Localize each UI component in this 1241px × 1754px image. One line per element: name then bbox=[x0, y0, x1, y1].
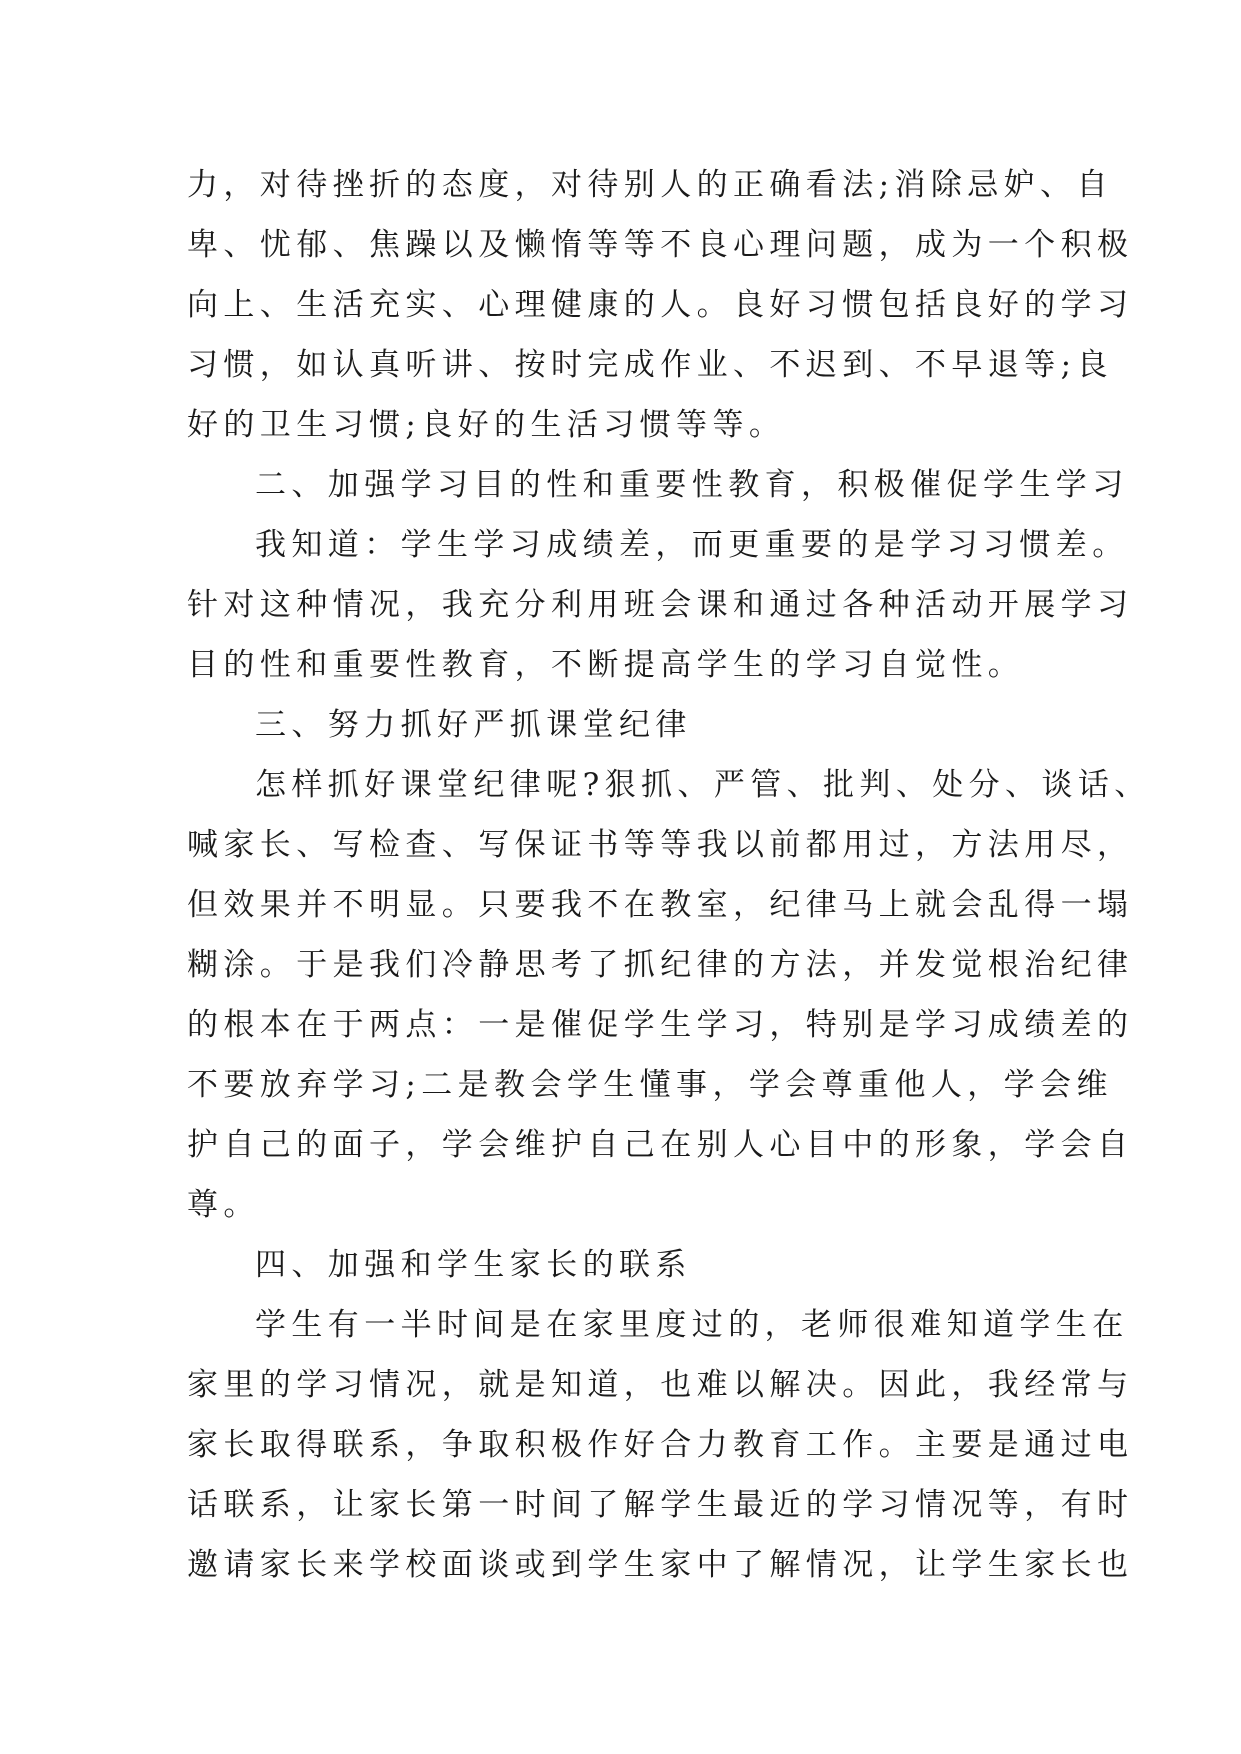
text-line: 向上、生活充实、心理健康的人。良好习惯包括良好的学习 bbox=[187, 287, 1134, 323]
text-line: 喊家长、写检查、写保证书等等我以前都用过，方法用尽， bbox=[187, 827, 1134, 863]
text-line: 但效果并不明显。只要我不在教室，纪律马上就会乱得一塌 bbox=[187, 887, 1134, 923]
text-line: 话联系，让家长第一时间了解学生最近的学习情况等，有时 bbox=[187, 1487, 1134, 1523]
text-line: 邀请家长来学校面谈或到学生家中了解情况，让学生家长也 bbox=[187, 1547, 1134, 1583]
text-line: 习惯，如认真听讲、按时完成作业、不迟到、不早退等;良 bbox=[187, 347, 1113, 383]
document-body bbox=[187, 155, 1151, 1595]
text-line: 卑、忧郁、焦躁以及懒惰等等不良心理问题，成为一个积极 bbox=[187, 227, 1134, 263]
text-line: 家里的学习情况，就是知道，也难以解决。因此，我经常与 bbox=[187, 1367, 1134, 1403]
section-heading: 二、加强学习目的性和重要性教育，积极催促学生学习 bbox=[255, 467, 1129, 503]
text-line: 家长取得联系，争取积极作好合力教育工作。主要是通过电 bbox=[187, 1427, 1134, 1463]
text-line: 力，对待挫折的态度，对待别人的正确看法;消除忌妒、自 bbox=[187, 167, 1113, 203]
text-line: 目的性和重要性教育，不断提高学生的学习自觉性。 bbox=[187, 647, 1025, 683]
text-line: 针对这种情况，我充分利用班会课和通过各种活动开展学习 bbox=[187, 587, 1134, 623]
paragraph-start: 怎样抓好课堂纪律呢?狠抓、严管、批判、处分、谈话、 bbox=[255, 767, 1151, 803]
text-line: 的根本在于两点：一是催促学生学习，特别是学习成绩差的 bbox=[187, 1007, 1134, 1043]
section-heading: 三、努力抓好严抓课堂纪律 bbox=[255, 707, 692, 743]
text-line: 护自己的面子，学会维护自己在别人心目中的形象，学会自 bbox=[187, 1127, 1134, 1163]
paragraph-start: 我知道：学生学习成绩差，而更重要的是学习习惯差。 bbox=[255, 527, 1129, 563]
text-line: 不要放弃学习;二是教会学生懂事，学会尊重他人，学会维 bbox=[187, 1067, 1113, 1103]
paragraph-start: 学生有一半时间是在家里度过的，老师很难知道学生在 bbox=[255, 1307, 1129, 1343]
text-line: 好的卫生习惯;良好的生活习惯等等。 bbox=[187, 407, 786, 443]
section-heading: 四、加强和学生家长的联系 bbox=[255, 1247, 692, 1283]
text-line: 尊。 bbox=[187, 1187, 260, 1223]
text-line: 糊涂。于是我们冷静思考了抓纪律的方法，并发觉根治纪律 bbox=[187, 947, 1134, 983]
